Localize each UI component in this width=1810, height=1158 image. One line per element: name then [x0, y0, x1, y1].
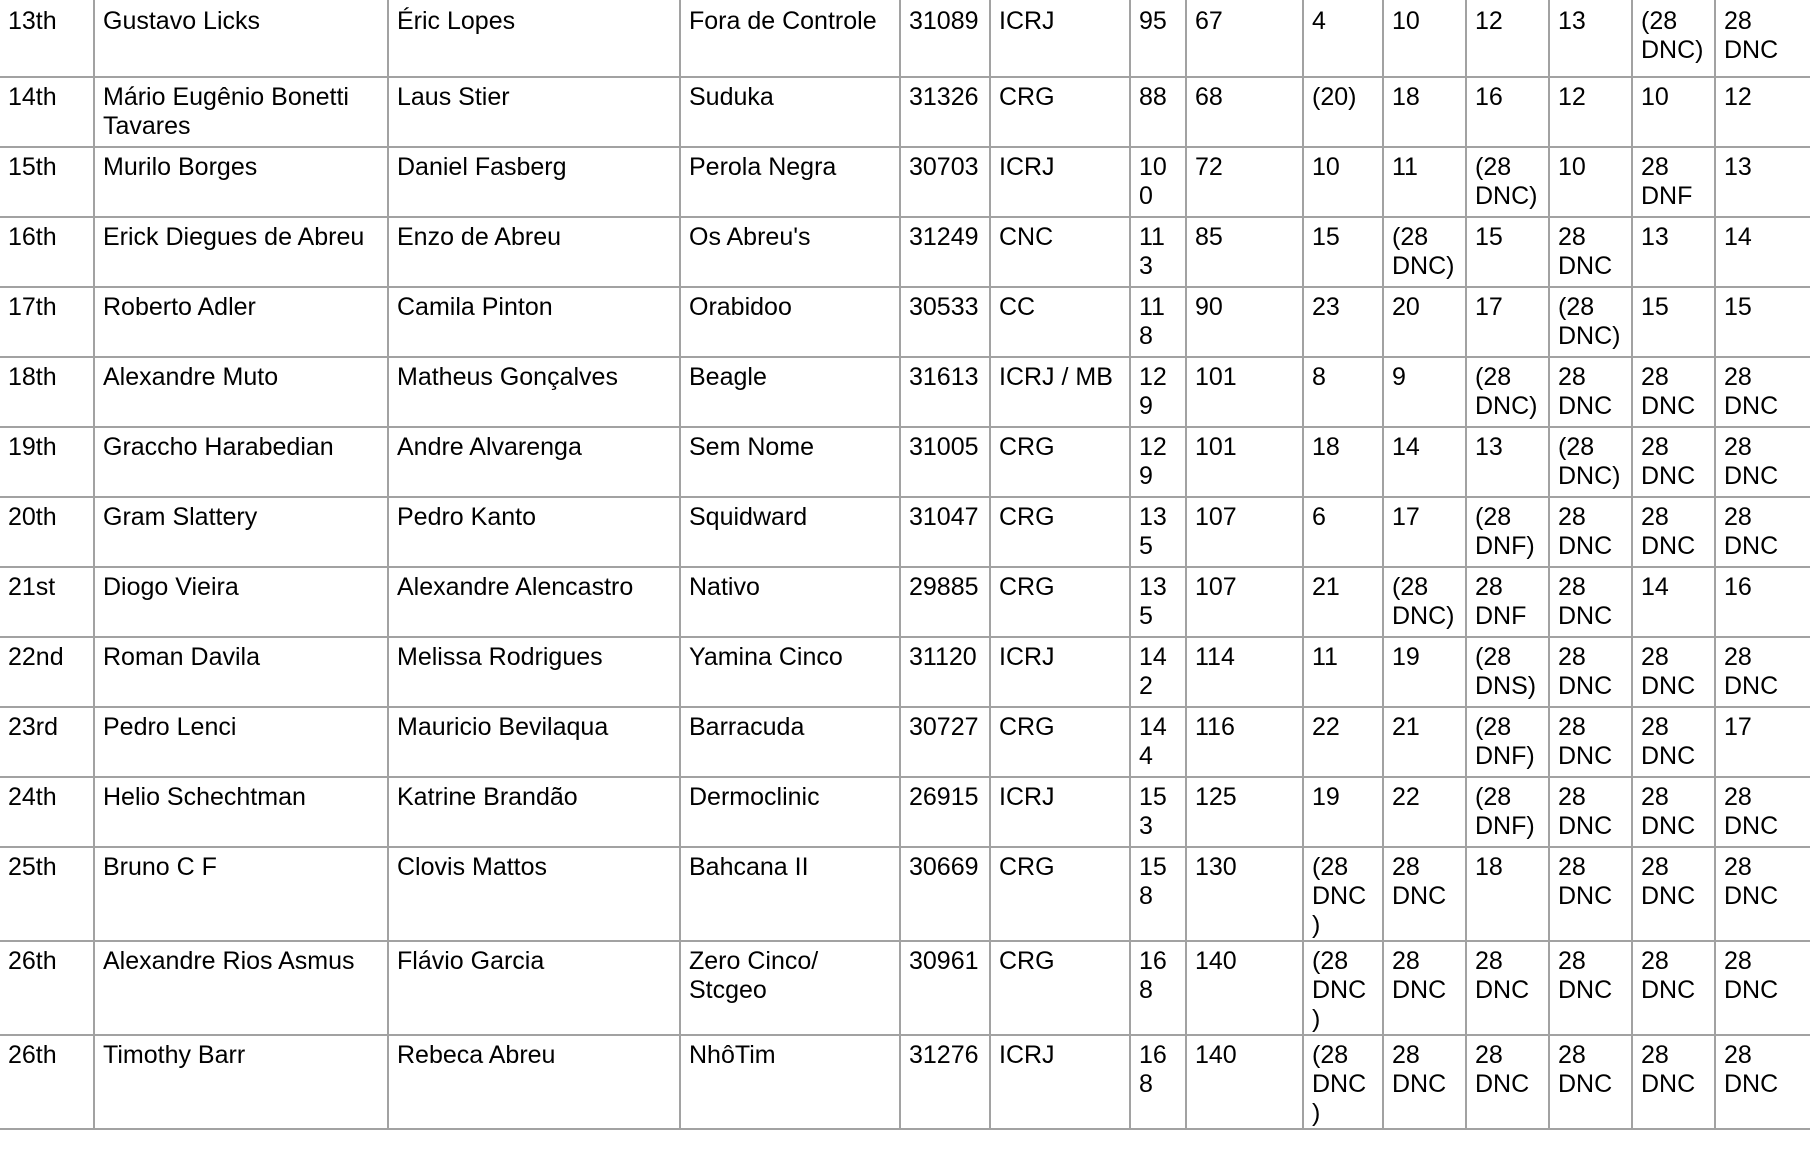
total-points-cell: 153	[1130, 777, 1186, 847]
net-points-cell: 107	[1186, 567, 1303, 637]
race-5-cell: 28 DNC	[1632, 941, 1715, 1035]
place-cell: 25th	[0, 847, 94, 941]
crew-cell: Daniel Fasberg	[388, 147, 680, 217]
crew-cell: Pedro Kanto	[388, 497, 680, 567]
race-5-cell: 28 DNC	[1632, 1035, 1715, 1129]
race-4-cell: 28 DNC	[1549, 1035, 1632, 1129]
race-6-cell: 17	[1715, 707, 1810, 777]
race-6-cell: 28 DNC	[1715, 357, 1810, 427]
place-cell: 13th	[0, 0, 94, 77]
helm-cell: Roberto Adler	[94, 287, 388, 357]
table-row	[0, 147, 1810, 217]
race-1-cell: 4	[1303, 0, 1383, 77]
race-4-cell: (28 DNC)	[1549, 287, 1632, 357]
race-1-cell: 10	[1303, 147, 1383, 217]
club-cell: CRG	[990, 567, 1130, 637]
helm-cell: Helio Schechtman	[94, 777, 388, 847]
table-row	[0, 941, 1810, 1035]
place-cell: 23rd	[0, 707, 94, 777]
total-points-cell: 129	[1130, 357, 1186, 427]
race-4-cell: 28 DNC	[1549, 707, 1632, 777]
race-5-cell: 14	[1632, 567, 1715, 637]
race-1-cell: (28 DNC)	[1303, 1035, 1383, 1129]
helm-cell: Alexandre Rios Asmus	[94, 941, 388, 1035]
crew-cell: Andre Alvarenga	[388, 427, 680, 497]
race-3-cell: 17	[1466, 287, 1549, 357]
race-5-cell: 15	[1632, 287, 1715, 357]
table-row	[0, 567, 1810, 637]
sail-number-cell: 31249	[900, 217, 990, 287]
boat-cell: NhôTim	[680, 1035, 900, 1129]
race-1-cell: 6	[1303, 497, 1383, 567]
race-6-cell: 28 DNC	[1715, 497, 1810, 567]
total-points-cell: 95	[1130, 0, 1186, 77]
helm-cell: Bruno C F	[94, 847, 388, 941]
race-6-cell: 28 DNC	[1715, 941, 1810, 1035]
race-5-cell: 13	[1632, 217, 1715, 287]
race-6-cell: 28 DNC	[1715, 847, 1810, 941]
crew-cell: Katrine Brandão	[388, 777, 680, 847]
sail-number-cell: 31326	[900, 77, 990, 147]
place-cell: 20th	[0, 497, 94, 567]
crew-cell: Laus Stier	[388, 77, 680, 147]
race-1-cell: 21	[1303, 567, 1383, 637]
total-points-cell: 158	[1130, 847, 1186, 941]
table-row	[0, 357, 1810, 427]
race-4-cell: (28 DNC)	[1549, 427, 1632, 497]
race-3-cell: (28 DNC)	[1466, 357, 1549, 427]
race-5-cell: (28 DNC)	[1632, 0, 1715, 77]
sail-number-cell: 31120	[900, 637, 990, 707]
place-cell: 26th	[0, 1035, 94, 1129]
race-3-cell: 12	[1466, 0, 1549, 77]
helm-cell: Murilo Borges	[94, 147, 388, 217]
sail-number-cell: 31276	[900, 1035, 990, 1129]
race-5-cell: 28 DNC	[1632, 427, 1715, 497]
place-cell: 17th	[0, 287, 94, 357]
boat-cell: Yamina Cinco	[680, 637, 900, 707]
race-1-cell: 23	[1303, 287, 1383, 357]
boat-cell: Suduka	[680, 77, 900, 147]
helm-cell: Pedro Lenci	[94, 707, 388, 777]
total-points-cell: 142	[1130, 637, 1186, 707]
race-2-cell: 28 DNC	[1383, 847, 1466, 941]
boat-cell: Barracuda	[680, 707, 900, 777]
crew-cell: Enzo de Abreu	[388, 217, 680, 287]
race-5-cell: 28 DNC	[1632, 497, 1715, 567]
sail-number-cell: 31005	[900, 427, 990, 497]
helm-cell: Alexandre Muto	[94, 357, 388, 427]
club-cell: CRG	[990, 707, 1130, 777]
net-points-cell: 90	[1186, 287, 1303, 357]
race-5-cell: 28 DNC	[1632, 777, 1715, 847]
race-6-cell: 15	[1715, 287, 1810, 357]
sail-number-cell: 30961	[900, 941, 990, 1035]
net-points-cell: 116	[1186, 707, 1303, 777]
race-3-cell: 28 DNC	[1466, 1035, 1549, 1129]
table-row	[0, 847, 1810, 941]
race-1-cell: 18	[1303, 427, 1383, 497]
table-row	[0, 637, 1810, 707]
race-4-cell: 28 DNC	[1549, 497, 1632, 567]
race-4-cell: 12	[1549, 77, 1632, 147]
race-2-cell: 20	[1383, 287, 1466, 357]
boat-cell: Nativo	[680, 567, 900, 637]
place-cell: 15th	[0, 147, 94, 217]
table-row	[0, 77, 1810, 147]
net-points-cell: 140	[1186, 1035, 1303, 1129]
race-5-cell: 28 DNF	[1632, 147, 1715, 217]
club-cell: CRG	[990, 427, 1130, 497]
helm-cell: Erick Diegues de Abreu	[94, 217, 388, 287]
race-2-cell: 28 DNC	[1383, 941, 1466, 1035]
sail-number-cell: 31613	[900, 357, 990, 427]
race-4-cell: 10	[1549, 147, 1632, 217]
helm-cell: Roman Davila	[94, 637, 388, 707]
club-cell: ICRJ	[990, 777, 1130, 847]
race-2-cell: 10	[1383, 0, 1466, 77]
boat-cell: Beagle	[680, 357, 900, 427]
net-points-cell: 85	[1186, 217, 1303, 287]
race-4-cell: 28 DNC	[1549, 567, 1632, 637]
boat-cell: Dermoclinic	[680, 777, 900, 847]
net-points-cell: 101	[1186, 357, 1303, 427]
race-6-cell: 28 DNC	[1715, 1035, 1810, 1129]
crew-cell: Flávio Garcia	[388, 941, 680, 1035]
total-points-cell: 118	[1130, 287, 1186, 357]
race-4-cell: 28 DNC	[1549, 941, 1632, 1035]
race-2-cell: 14	[1383, 427, 1466, 497]
race-3-cell: 13	[1466, 427, 1549, 497]
race-6-cell: 16	[1715, 567, 1810, 637]
club-cell: CRG	[990, 497, 1130, 567]
club-cell: CNC	[990, 217, 1130, 287]
crew-cell: Rebeca Abreu	[388, 1035, 680, 1129]
net-points-cell: 140	[1186, 941, 1303, 1035]
total-points-cell: 88	[1130, 77, 1186, 147]
club-cell: ICRJ	[990, 0, 1130, 77]
net-points-cell: 72	[1186, 147, 1303, 217]
race-1-cell: (28 DNC)	[1303, 847, 1383, 941]
race-3-cell: (28 DNF)	[1466, 497, 1549, 567]
total-points-cell: 113	[1130, 217, 1186, 287]
table-row	[0, 497, 1810, 567]
club-cell: CRG	[990, 941, 1130, 1035]
club-cell: ICRJ	[990, 1035, 1130, 1129]
total-points-cell: 144	[1130, 707, 1186, 777]
sail-number-cell: 30669	[900, 847, 990, 941]
place-cell: 26th	[0, 941, 94, 1035]
sail-number-cell: 30533	[900, 287, 990, 357]
helm-cell: Timothy Barr	[94, 1035, 388, 1129]
crew-cell: Clovis Mattos	[388, 847, 680, 941]
total-points-cell: 100	[1130, 147, 1186, 217]
club-cell: CRG	[990, 847, 1130, 941]
place-cell: 18th	[0, 357, 94, 427]
race-3-cell: 18	[1466, 847, 1549, 941]
table-row	[0, 427, 1810, 497]
race-6-cell: 14	[1715, 217, 1810, 287]
net-points-cell: 107	[1186, 497, 1303, 567]
place-cell: 14th	[0, 77, 94, 147]
race-4-cell: 28 DNC	[1549, 217, 1632, 287]
race-5-cell: 28 DNC	[1632, 847, 1715, 941]
race-2-cell: (28 DNC)	[1383, 567, 1466, 637]
race-3-cell: (28 DNC)	[1466, 147, 1549, 217]
race-1-cell: 19	[1303, 777, 1383, 847]
race-1-cell: 15	[1303, 217, 1383, 287]
race-3-cell: 15	[1466, 217, 1549, 287]
club-cell: ICRJ	[990, 637, 1130, 707]
race-2-cell: (28 DNC)	[1383, 217, 1466, 287]
race-2-cell: 9	[1383, 357, 1466, 427]
race-3-cell: 28 DNC	[1466, 941, 1549, 1035]
sail-number-cell: 31089	[900, 0, 990, 77]
table-row	[0, 777, 1810, 847]
net-points-cell: 101	[1186, 427, 1303, 497]
crew-cell: Mauricio Bevilaqua	[388, 707, 680, 777]
race-3-cell: (28 DNF)	[1466, 707, 1549, 777]
sail-number-cell: 30727	[900, 707, 990, 777]
place-cell: 22nd	[0, 637, 94, 707]
race-3-cell: 28 DNF	[1466, 567, 1549, 637]
boat-cell: Perola Negra	[680, 147, 900, 217]
race-2-cell: 21	[1383, 707, 1466, 777]
helm-cell: Mário Eugênio Bonetti Tavares	[94, 77, 388, 147]
race-2-cell: 11	[1383, 147, 1466, 217]
club-cell: CRG	[990, 77, 1130, 147]
club-cell: ICRJ / MB	[990, 357, 1130, 427]
boat-cell: Squidward	[680, 497, 900, 567]
race-5-cell: 28 DNC	[1632, 357, 1715, 427]
place-cell: 16th	[0, 217, 94, 287]
table-row	[0, 707, 1810, 777]
race-4-cell: 13	[1549, 0, 1632, 77]
race-2-cell: 28 DNC	[1383, 1035, 1466, 1129]
sail-number-cell: 31047	[900, 497, 990, 567]
race-2-cell: 22	[1383, 777, 1466, 847]
place-cell: 21st	[0, 567, 94, 637]
race-2-cell: 18	[1383, 77, 1466, 147]
race-2-cell: 19	[1383, 637, 1466, 707]
helm-cell: Graccho Harabedian	[94, 427, 388, 497]
sail-number-cell: 26915	[900, 777, 990, 847]
race-6-cell: 12	[1715, 77, 1810, 147]
net-points-cell: 68	[1186, 77, 1303, 147]
boat-cell: Orabidoo	[680, 287, 900, 357]
race-6-cell: 28 DNC	[1715, 427, 1810, 497]
crew-cell: Melissa Rodrigues	[388, 637, 680, 707]
table-row	[0, 1035, 1810, 1129]
race-4-cell: 28 DNC	[1549, 847, 1632, 941]
table-row	[0, 217, 1810, 287]
race-6-cell: 28 DNC	[1715, 637, 1810, 707]
total-points-cell: 168	[1130, 941, 1186, 1035]
race-1-cell: 11	[1303, 637, 1383, 707]
boat-cell: Zero Cinco/ Stcgeo	[680, 941, 900, 1035]
boat-cell: Bahcana II	[680, 847, 900, 941]
race-3-cell: (28 DNS)	[1466, 637, 1549, 707]
net-points-cell: 130	[1186, 847, 1303, 941]
club-cell: ICRJ	[990, 147, 1130, 217]
club-cell: CC	[990, 287, 1130, 357]
sail-number-cell: 30703	[900, 147, 990, 217]
race-5-cell: 28 DNC	[1632, 707, 1715, 777]
crew-cell: Camila Pinton	[388, 287, 680, 357]
race-5-cell: 28 DNC	[1632, 637, 1715, 707]
sail-number-cell: 29885	[900, 567, 990, 637]
total-points-cell: 168	[1130, 1035, 1186, 1129]
race-6-cell: 13	[1715, 147, 1810, 217]
net-points-cell: 125	[1186, 777, 1303, 847]
helm-cell: Diogo Vieira	[94, 567, 388, 637]
race-6-cell: 28 DNC	[1715, 777, 1810, 847]
race-1-cell: 8	[1303, 357, 1383, 427]
boat-cell: Sem Nome	[680, 427, 900, 497]
race-4-cell: 28 DNC	[1549, 777, 1632, 847]
net-points-cell: 67	[1186, 0, 1303, 77]
total-points-cell: 135	[1130, 567, 1186, 637]
helm-cell: Gustavo Licks	[94, 0, 388, 77]
race-2-cell: 17	[1383, 497, 1466, 567]
total-points-cell: 135	[1130, 497, 1186, 567]
table-row	[0, 0, 1810, 77]
race-1-cell: 22	[1303, 707, 1383, 777]
net-points-cell: 114	[1186, 637, 1303, 707]
place-cell: 19th	[0, 427, 94, 497]
crew-cell: Alexandre Alencastro	[388, 567, 680, 637]
crew-cell: Matheus Gonçalves	[388, 357, 680, 427]
race-4-cell: 28 DNC	[1549, 637, 1632, 707]
race-3-cell: 16	[1466, 77, 1549, 147]
race-3-cell: (28 DNF)	[1466, 777, 1549, 847]
helm-cell: Gram Slattery	[94, 497, 388, 567]
table-row	[0, 287, 1810, 357]
race-1-cell: (28 DNC)	[1303, 941, 1383, 1035]
race-5-cell: 10	[1632, 77, 1715, 147]
race-1-cell: (20)	[1303, 77, 1383, 147]
race-6-cell: 28 DNC	[1715, 0, 1810, 77]
total-points-cell: 129	[1130, 427, 1186, 497]
boat-cell: Os Abreu's	[680, 217, 900, 287]
crew-cell: Éric Lopes	[388, 0, 680, 77]
race-4-cell: 28 DNC	[1549, 357, 1632, 427]
place-cell: 24th	[0, 777, 94, 847]
boat-cell: Fora de Controle	[680, 0, 900, 77]
